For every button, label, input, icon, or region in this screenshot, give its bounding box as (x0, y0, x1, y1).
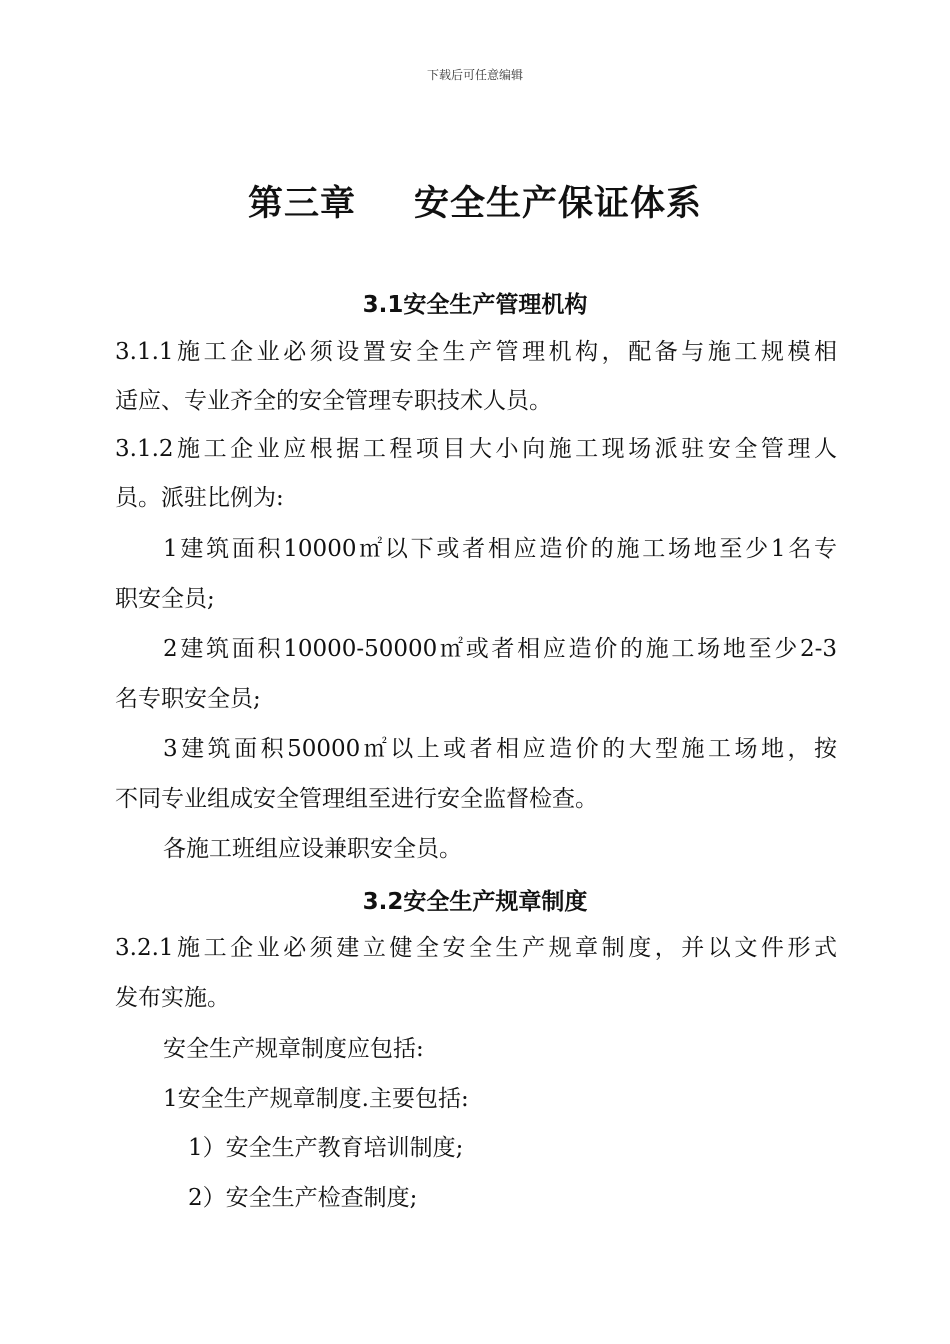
list-item-3: 3建筑面积50000㎡以上或者相应造价的大型施工场地，按 (163, 736, 837, 762)
paragraph-line: 名专职安全员; (115, 686, 261, 712)
section-heading-3-2: 3.2安全生产规章制度 (362, 889, 588, 915)
paragraph-line: 3.1.1施工企业必须设置安全生产管理机构，配备与施工规模相 (115, 339, 837, 365)
paragraph-line: 3.1.2施工企业应根据工程项目大小向施工现场派驻安全管理人 (115, 436, 837, 462)
chapter-number: 第三章 (247, 184, 356, 224)
chapter-title (0, 176, 950, 226)
paragraph-line: 各施工班组应设兼职安全员。 (163, 836, 462, 862)
sub-list-item-1: 1）安全生产教育培训制度; (188, 1135, 464, 1161)
paragraph-line: 员。派驻比例为: (115, 485, 284, 511)
list-item-2: 2建筑面积10000-50000㎡或者相应造价的施工场地至少2-3 (163, 636, 837, 662)
chapter-name: 安全生产保证体系 (414, 184, 703, 224)
section-heading-3-1: 3.1安全生产管理机构 (362, 292, 588, 318)
paragraph-line: 不同专业组成安全管理组至进行安全监督检查。 (115, 786, 598, 812)
paragraph-line: 适应、专业齐全的安全管理专职技术人员。 (115, 388, 552, 414)
paragraph-line: 职安全员; (115, 586, 215, 612)
sub-list-item-2: 2）安全生产检查制度; (188, 1185, 418, 1211)
paragraph-line: 安全生产规章制度应包括: (163, 1036, 424, 1062)
paragraph-line: 发布实施。 (115, 985, 230, 1011)
list-item-1: 1安全生产规章制度.主要包括: (163, 1086, 469, 1112)
header-note: 下载后可任意编辑 (426, 68, 523, 82)
list-item-1: 1建筑面积10000㎡以下或者相应造价的施工场地至少1名专 (163, 536, 837, 562)
paragraph-line: 3.2.1施工企业必须建立健全安全生产规章制度，并以文件形式 (115, 935, 837, 961)
